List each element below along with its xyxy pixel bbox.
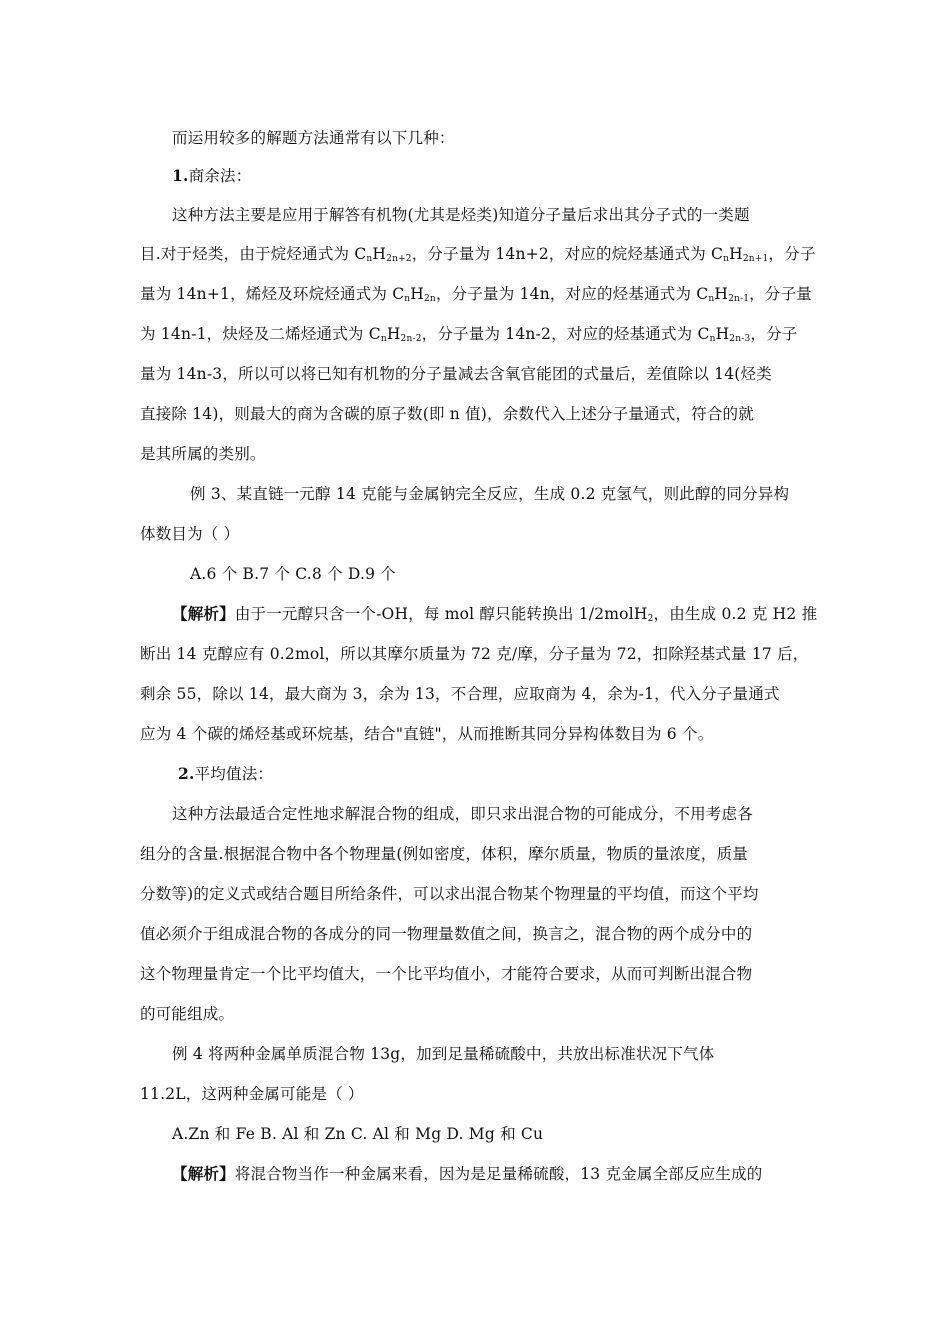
analysis-line: 应为 4 个碳的烯烃基或环烷基，结合"直链"，从而推断其同分异构体数目为 6 个。: [140, 725, 714, 743]
section-number: 2.: [178, 764, 195, 783]
text-run: ，分子: [750, 325, 798, 343]
analysis-label: 【解析】: [172, 604, 235, 623]
subscript: 2n-3: [729, 334, 751, 344]
subscript: 2n-1: [728, 294, 750, 304]
intro-line: 而运用较多的解题方法通常有以下几种：: [172, 129, 455, 147]
paragraph-line: 量为 14n-3，所以可以将已知有机物的分子量减去含氧官能团的式量后，差值除以 14(烃类: [140, 365, 772, 383]
analysis-label: 【解析】: [172, 1164, 235, 1183]
text-run: H: [714, 285, 729, 303]
paragraph-line: 这种方法主要是应用于解答有机物(尤其是烃类)知道分子量后求出其分子式的一类题: [172, 206, 750, 224]
text-run: H: [410, 285, 424, 303]
paragraph-line: 直接除 14)，则最大的商为含碳的原子数(即 n 值)，余数代入上述分子量通式，符合的就: [140, 405, 754, 423]
example-question: 11.2L，这两种金属可能是（ ）: [140, 1085, 364, 1103]
text-run: ，分子量: [749, 285, 812, 303]
subscript: 2: [647, 614, 654, 624]
paragraph-line: 的可能组成。: [140, 1005, 235, 1023]
section-heading-2: [178, 764, 273, 784]
section-number: 1.: [172, 166, 189, 185]
subscript: 2n+2: [386, 254, 412, 264]
text-run: 为 14n-1，炔烃及二烯烃通式为 C: [140, 325, 381, 343]
text-run: ，分子量为 14n-2，对应的烃基通式为 C: [421, 325, 710, 343]
paragraph-line: 是其所属的类别。: [140, 445, 266, 463]
subscript: n: [723, 254, 730, 264]
subscript: n: [380, 334, 387, 344]
section-title: 平均值法：: [194, 765, 274, 783]
subscript: 2n-2: [400, 334, 422, 344]
text-run: 将混合物当作一种金属来看，因为是足量稀硫酸，13 克金属全部反应生成的: [234, 1165, 763, 1183]
analysis-line: [172, 604, 817, 624]
paragraph-line: 这种方法最适合定性地求解混合物的组成，即只求出混合物的可能成分，不用考虑各: [172, 805, 753, 823]
paragraph-line: [140, 244, 816, 264]
paragraph-line: [140, 324, 797, 344]
example-question: 体数目为（ ）: [140, 525, 240, 543]
text-run: 量为 14n+1，烯烃及环烷烃通式为 C: [140, 285, 405, 303]
text-run: 目.对于烃类，由于烷烃通式为 C: [140, 245, 367, 263]
paragraph-line: 值必须介于组成混合物的各成分的同一物理量数值之间，换言之，混合物的两个成分中的: [140, 925, 753, 943]
subscript: n: [708, 294, 715, 304]
example-question: 例 4 将两种金属单质混合物 13g，加到足量稀硫酸中，共放出标准状况下气体: [172, 1045, 715, 1063]
text-run: ，分子量为 14n+2，对应的烷烃基通式为 C: [411, 245, 724, 263]
paragraph-line: 组分的含量.根据混合物中各个物理量(例如密度，体积，摩尔质量，物质的量浓度，质量: [140, 845, 748, 863]
text-run: ，分子量为 14n，对应的烃基通式为 C: [435, 285, 709, 303]
paragraph-line: 分数等)的定义式或结合题目所给条件，可以求出混合物某个物理量的平均值，而这个平均: [140, 885, 759, 903]
subscript: 2n+1: [742, 254, 769, 264]
subscript: n: [366, 254, 373, 264]
subscript: n: [404, 294, 411, 304]
text-run: H: [715, 325, 730, 343]
paragraph-line: [140, 284, 812, 304]
subscript: n: [709, 334, 716, 344]
analysis-line: [172, 1164, 762, 1184]
answer-options: A.6 个 B.7 个 C.8 个 D.9 个: [190, 565, 397, 583]
text-run: 由于一元醇只含一个-OH，每 mol 醇只能转换出 1/2molH: [234, 605, 648, 623]
analysis-line: 剩余 55，除以 14，最大商为 3，余为 13，不合理，应取商为 4，余为-1，代入分子量通式: [140, 685, 780, 703]
paragraph-line: 这个物理量肯定一个比平均值大，一个比平均值小，才能符合要求，从而可判断出混合物: [140, 965, 753, 983]
analysis-line: 断出 14 克醇应有 0.2mol，所以其摩尔质量为 72 克/摩，分子量为 72，扣除羟基式量 17 后，: [140, 645, 809, 663]
text-run: H: [386, 325, 401, 343]
example-question: 例 3、某直链一元醇 14 克能与金属钠完全反应，生成 0.2 克氢气，则此醇的同分异构: [190, 485, 790, 503]
text-run: H: [729, 245, 743, 263]
text-run: H: [372, 245, 387, 263]
subscript: 2n: [424, 294, 436, 304]
answer-options: A.Zn 和 Fe B. Al 和 Zn C. Al 和 Mg D. Mg 和 Cu: [172, 1125, 544, 1143]
section-heading-1: [172, 166, 251, 186]
text-run: ，分子: [768, 245, 816, 263]
text-run: ，由生成 0.2 克 H2 推: [653, 605, 818, 623]
section-title: 商余法：: [188, 167, 252, 185]
